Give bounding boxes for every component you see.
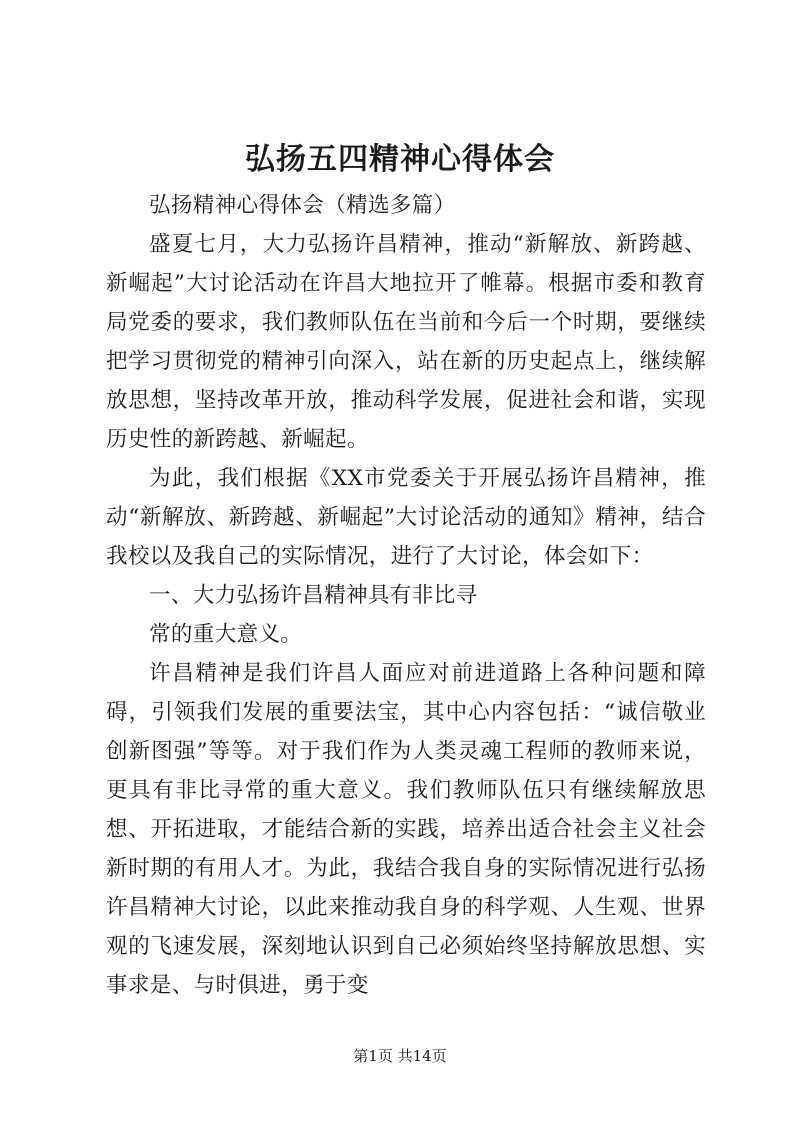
document-body xyxy=(106,186,706,1005)
document-title: 弘扬五四精神心得体会 xyxy=(245,142,555,177)
body-paragraph: 为此，我们根据《XX市党委关于开展弘扬许昌精神，推动“新解放、新跨越、新崛起”大讨论活动的通知》精神，结合我校以及我自己的实际情况，进行了大讨论，体会如下： xyxy=(106,466,706,569)
body-paragraph: 盛夏七月，大力弘扬许昌精神，推动“新解放、新跨越、新崛起”大讨论活动在许昌大地拉开了帷幕。根据市委和教育局党委的要求，我们教师队伍在当前和今后一个时期，要继续把学习贯彻党的精神引向深入，站在新的历史起点上，继续解放思想，坚持改革开放，推动科学发展，促进社会和谐，实现历史性的新跨越、新崛起。 xyxy=(106,232,706,452)
page-footer: 第1页 共14页 xyxy=(353,1047,447,1065)
subtitle-paragraph: 弘扬精神心得体会（精选多篇） xyxy=(149,193,456,218)
body-paragraph: 许昌精神是我们许昌人面应对前进道路上各种问题和障碍，引领我们发展的重要法宝，其中心内容包括：“诚信敬业创新图强”等等。对于我们作为人类灵魂工程师的教师来说，更具有非比寻常的重大意义。我们教师队伍只有继续解放思想、开拓进取，才能结合新的实践，培养出适合社会主义社会新时期的有用人才。为此，我结合我自身的实际情况进行弘扬许昌精神大讨论，以此来推动我自身的科学观、人生观、世界观的飞速发展，深刻地认识到自己必须始终坚持解放思想、实事求是、与时俱进，勇于变 xyxy=(106,661,706,998)
section-heading-continuation: 常的重大意义。 xyxy=(149,622,303,647)
section-heading: 一、大力弘扬许昌精神具有非比寻 xyxy=(149,583,478,608)
